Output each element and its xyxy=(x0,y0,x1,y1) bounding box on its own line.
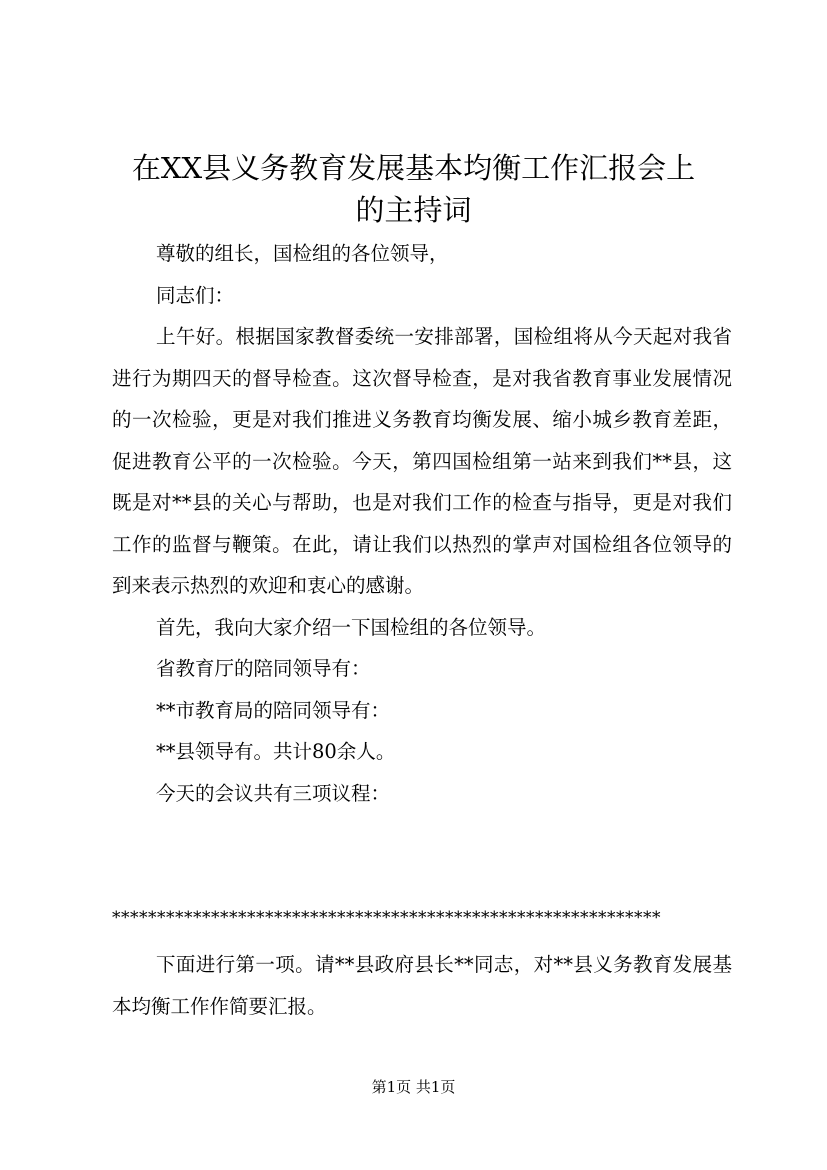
agenda-paragraph: 今天的会议共有三项议程： xyxy=(156,781,391,805)
document-title-line-2: 的主持词 xyxy=(355,193,472,227)
first-item-paragraph: 下面进行第一项。请**县政府县长**同志，对**县义务教育发展基本均衡工作作简要汇报。 xyxy=(112,953,732,1018)
salutation-paragraph: 尊敬的组长，国检组的各位领导， xyxy=(156,242,449,265)
opening-paragraph: 上午好。根据国家教督委统一安排部署，国检组将从今天起对我省进行为期四天的督导检查。这次督导检查，是对我省教育事业发展情况的一次检验，更是对我们推进义务教育均衡发展、缩小城乡教育差距，促进教育公平的一次检验。今天，第四国检组第一站来到我们**县，这既是对**县的关心与帮助，也是对我们工作的检查与指导，更是对我们工作的监督与鞭策。在此，请让我们以热烈的掌声对国检组各位领导的到来表示热烈的欢迎和衷心的感谢。 xyxy=(112,325,732,597)
introduction-paragraph: 首先，我向大家介绍一下国检组的各位领导。 xyxy=(156,615,547,639)
provincial-leaders-paragraph: 省教育厅的陪同领导有： xyxy=(156,657,371,680)
document-body xyxy=(112,233,732,814)
page-footer: 第1页 共1页 xyxy=(371,1078,456,1096)
document-body-continued xyxy=(112,944,732,1027)
county-leaders-paragraph: **县领导有。共计80余人。 xyxy=(156,740,396,763)
greeting-paragraph: 同志们： xyxy=(156,283,235,307)
separator-line: ************************************************************* xyxy=(112,908,661,928)
city-leaders-paragraph: **市教育局的陪同领导有： xyxy=(156,698,391,722)
document-title-line-1: 在XX县义务教育发展基本均衡工作汇报会上 xyxy=(131,151,696,185)
